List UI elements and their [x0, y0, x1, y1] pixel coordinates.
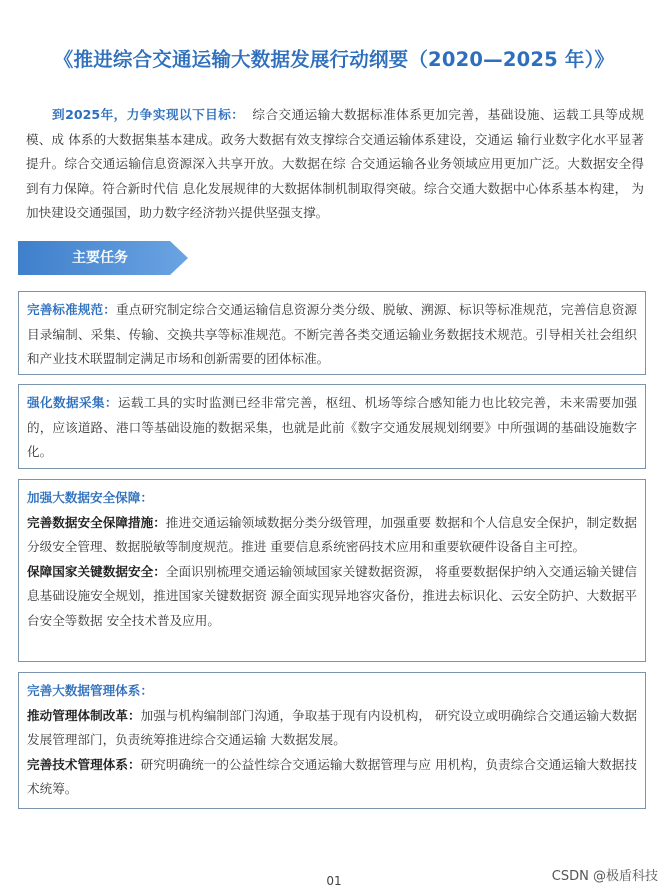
section-management-title: 完善大数据管理体系：: [27, 683, 153, 698]
intro-lead: 到2025年，力争实现以下目标：: [52, 107, 245, 122]
management-item-label: 完善技术管理体系：: [27, 756, 141, 772]
management-item: [27, 704, 637, 753]
section-management: [18, 672, 646, 809]
intro-text: 综合交通运输大数据标准体系更加完善，基础设施、运载工具等成规模、成 体系的大数据集基本建成。政务大数据有效支撑综合交通运输体系建设，交通运 输行业数字化水平显著提升。综合交通运输信息资源深入共享开放。大数据在综 合交通运输各业务领域应用更加广泛。大数据安全得到有力保障。符合新时代信 息化发展规律的大数据体制机制取得突破。综合交通大数据中心体系基本构建， 为加快建设交通强国，助力数字经济勃兴提供坚强支撑。: [26, 107, 644, 221]
intro-paragraph: [26, 103, 644, 226]
management-item-label: 推动管理体制改革：: [27, 707, 141, 723]
main-tasks-label: 主要任务: [72, 250, 128, 266]
security-item-text: 推进交通运输领域数据分类分级管理，加强重要 数据和个人信息安全保护，制定数据分级安全管理、数据脱敏等制度规范。推进 重要信息系统密码技术应用和重要软硬件设备自主可控。: [27, 514, 637, 555]
section-collection-text: 运载工具的实时监测已经非常完善，枢纽、机场等综合感知能力也比较完善，未来需要加强的，应该道路、港口等基础设施的数据采集，也就是此前《数字交通发展规划纲要》中所强调的基础设施数字化。: [27, 395, 638, 460]
page-number: 01: [326, 874, 342, 888]
section-security: [18, 479, 646, 662]
management-item-text: 加强与机构编制部门沟通，争取基于现有内设机构， 研究设立或明确综合交通运输大数据发展管理部门，负责统筹推进综合交通运输 大数据发展。: [27, 707, 637, 748]
section-standards: [18, 291, 646, 375]
security-item-text: 全面识别梳理交通运输领域国家关键数据资源， 将重要数据保护纳入交通运输关键信息基础设施安全规划，推进国家关键数据资 源全面实现异地容灾备份，推进去标识化、云安全防护、大数据平台安全等数据 安全技术普及应用。: [27, 563, 637, 628]
security-item-label: 完善数据安全保障措施：: [27, 514, 166, 530]
management-item: [27, 753, 637, 802]
main-tasks-tag: [18, 241, 188, 275]
section-collection-title: 强化数据采集：: [27, 395, 118, 410]
security-item: [27, 511, 637, 560]
management-item-text: 研究明确统一的公益性综合交通运输大数据管理与应 用机构，负责综合交通运输大数据技术统筹。: [27, 756, 637, 797]
section-security-title: 加强大数据安全保障：: [27, 490, 153, 505]
section-collection: [18, 384, 646, 469]
security-item: [27, 560, 637, 634]
page-title: 《推进综合交通运输大数据发展行动纲要（2020—2025 年）》: [53, 48, 615, 71]
footer-source: CSDN @极盾科技: [551, 869, 658, 884]
section-standards-text: 重点研究制定综合交通运输信息资源分类分级、脱敏、溯源、标识等标准规范，完善信息资源目录编制、采集、传输、交换共享等标准规范。不断完善各类交通运输业务数据技术规范。引导相关社会组织和产业技术联盟制定满足市场和创新需要的团体标准。: [27, 302, 638, 367]
security-item-label: 保障国家关键数据安全：: [27, 563, 166, 579]
section-standards-title: 完善标准规范：: [27, 302, 116, 317]
